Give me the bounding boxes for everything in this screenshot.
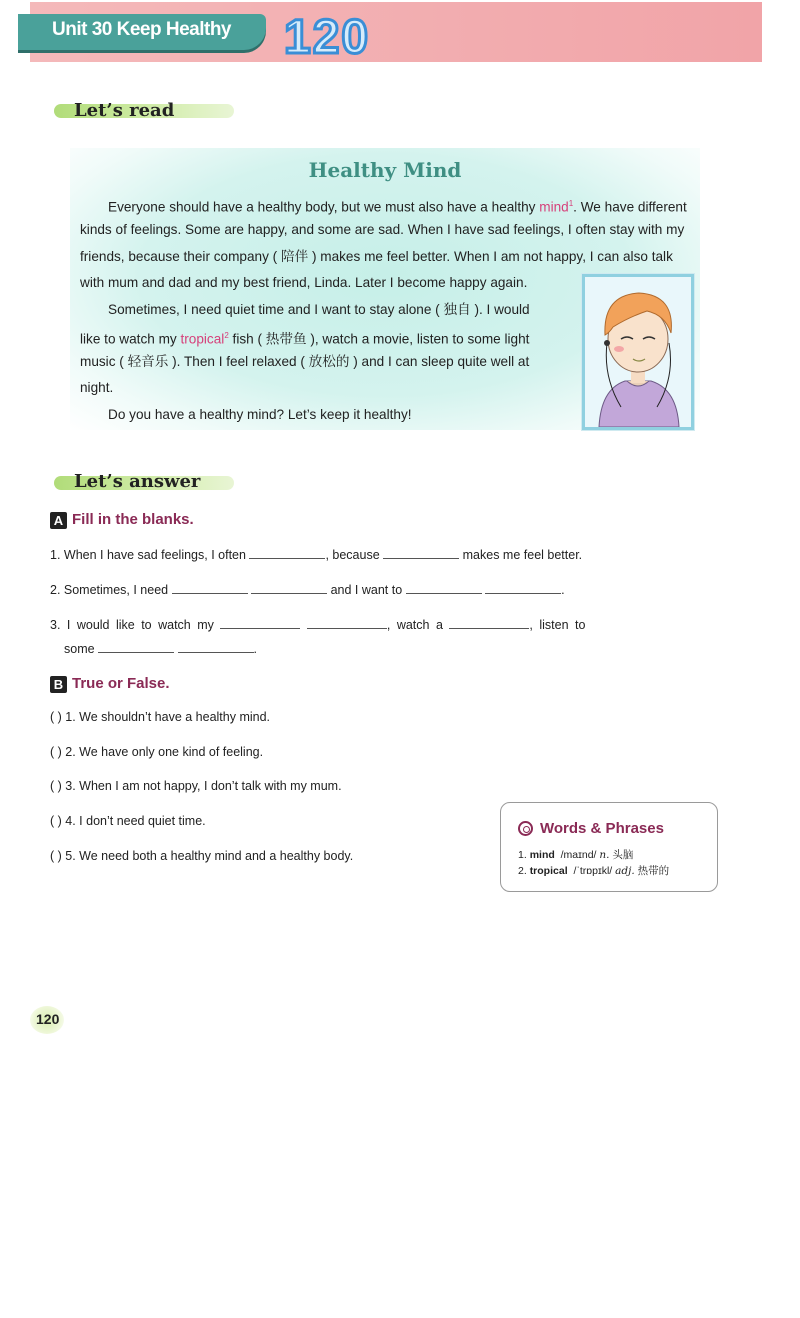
part-b-badge: B	[50, 676, 67, 693]
true-false-item[interactable]: ( ) 1. We shouldn’t have a healthy mind.	[50, 710, 271, 724]
paragraph-2-line-3: music ( 轻音乐 ). Then I feel relaxed ( 放松的 ) and I can sleep quite well at	[80, 354, 530, 369]
blank[interactable]	[220, 616, 300, 629]
target-icon	[518, 821, 533, 836]
blank[interactable]	[485, 581, 561, 594]
part-a-badge: A	[50, 512, 67, 529]
paragraph-1-line-1: Everyone should have a healthy body, but we must also have a healthy mind$^1$. We have different	[108, 199, 687, 215]
blank[interactable]	[249, 546, 325, 559]
fill-question-3-line-1: 3. I would like to watch my , watch a , listen to	[50, 618, 586, 632]
fill-question-2: 2. Sometimes, I need and I want to .	[50, 583, 565, 597]
blank[interactable]	[172, 581, 248, 594]
header-page-number: 120	[284, 11, 371, 64]
blank[interactable]	[251, 581, 327, 594]
unit-title: Unit 30 Keep Healthy	[52, 19, 231, 40]
paragraph-1-line-4: with mum and dad and my best friend, Linda. Later I become happy again.	[80, 275, 528, 290]
read-section-label: Let’s read	[74, 100, 175, 121]
paragraph-1-line-3: friends, because their company ( 陪伴 ) makes me feel better. When I am not happy, I can also talk	[80, 249, 673, 264]
word-entry-1: 1. mind /maɪnd/ n. 头脑	[518, 849, 634, 861]
vocab-tropical: tropical	[180, 331, 225, 347]
words-phrases-title: Words & Phrases	[540, 820, 664, 837]
answer-section-label: Let’s answer	[74, 471, 201, 492]
paragraph-2-line-1: Sometimes, I need quiet time and I want to stay alone ( 独自 ). I would	[108, 302, 530, 317]
paragraph-3: Do you have a healthy mind? Let’s keep it healthy!	[108, 407, 412, 422]
blank[interactable]	[98, 640, 174, 653]
paragraph-1-line-2: kinds of feelings. Some are happy, and some are sad. When I have sad feelings, I often stay with my	[80, 222, 685, 237]
true-false-item[interactable]: ( ) 4. I don’t need quiet time.	[50, 814, 206, 828]
true-false-item[interactable]: ( ) 2. We have only one kind of feeling.	[50, 745, 264, 759]
fill-question-1: 1. When I have sad feelings, I often , because makes me feel better.	[50, 548, 583, 562]
blank[interactable]	[178, 640, 254, 653]
word-entry-2: 2. tropical /ˈtrɒpɪkl/ adj. 热带的	[518, 865, 670, 877]
blank[interactable]	[406, 581, 482, 594]
vocab-mind: mind	[539, 199, 569, 215]
paragraph-2-line-4: night.	[80, 380, 114, 395]
part-b-title: True or False.	[72, 675, 170, 692]
page-number: 120	[36, 1011, 60, 1027]
paragraph-2-line-2: like to watch my tropical$^2$ fish ( 热带鱼 ), watch a movie, listen to some light	[80, 331, 530, 347]
part-a-title: Fill in the blanks.	[72, 511, 194, 528]
blank[interactable]	[449, 616, 529, 629]
blank[interactable]	[383, 546, 459, 559]
blank[interactable]	[307, 616, 387, 629]
reading-title: Healthy Mind	[308, 158, 462, 182]
fill-question-3-line-2: some .	[64, 642, 258, 656]
true-false-item[interactable]: ( ) 5. We need both a healthy mind and a healthy body.	[50, 849, 354, 863]
true-false-item[interactable]: ( ) 3. When I am not happy, I don’t talk with my mum.	[50, 779, 342, 793]
boy-with-headphones-illustration	[582, 274, 694, 430]
